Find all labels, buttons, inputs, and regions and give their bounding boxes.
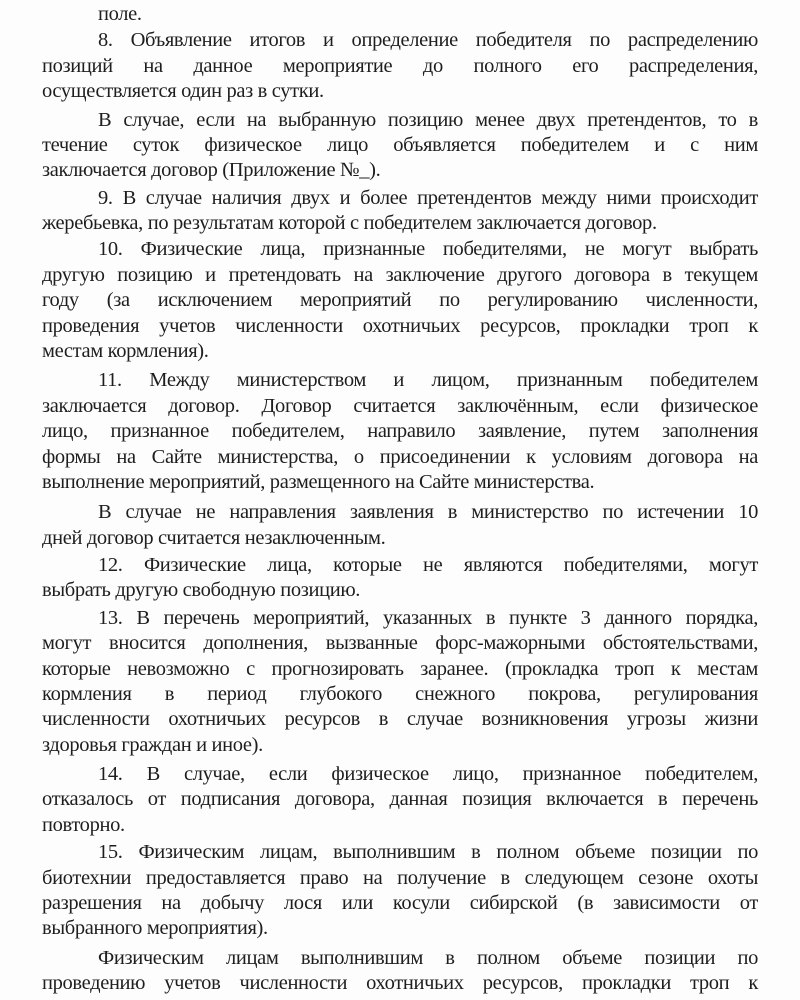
paragraph-10-line: проведения учетов численности охотничьих ресурсов, прокладки троп к bbox=[42, 314, 758, 337]
paragraph-8-line: позиций на данное мероприятие до полного его распределения, bbox=[42, 54, 758, 77]
paragraph-8b-line: В случае, если на выбранную позицию менее двух претендентов, то в bbox=[98, 108, 758, 131]
paragraph-9-line: 9. В случае наличия двух и более претендентов между ними происходит bbox=[98, 186, 758, 209]
paragraph-15b-line: проведению учетов численности охотничьих ресурсов, прокладки троп к bbox=[42, 972, 758, 994]
paragraph-8b-line: заключается договор (Приложение №_). bbox=[42, 159, 381, 182]
paragraph-10-line: 10. Физические лица, признанные победителями, не могут выбрать bbox=[98, 238, 758, 261]
paragraph-15-line: 15. Физическим лицам, выполнившим в полном объеме позиции по bbox=[98, 841, 758, 864]
paragraph-12-line: выбрать другую свободную позицию. bbox=[42, 579, 361, 602]
paragraph-11-line: лицо, признанное победителем, направило заявление, путем заполнения bbox=[42, 420, 758, 443]
paragraph-13-line: здоровья граждан и иное). bbox=[42, 733, 263, 756]
paragraph-11b-line: дней договор считается незаключенным. bbox=[42, 526, 386, 549]
paragraph-9-line: жеребьевка, по результатам которой с победителем заключается договор. bbox=[42, 212, 657, 235]
paragraph-8b-line: течение суток физическое лицо объявляется победителем и с ним bbox=[42, 133, 758, 156]
paragraph-14-line: повторно. bbox=[42, 813, 125, 836]
paragraph-13-line: 13. В перечень мероприятий, указанных в пункте 3 данного порядка, bbox=[98, 606, 758, 629]
paragraph-13-line: могут вносится дополнения, вызванные форс-мажорными обстоятельствами, bbox=[42, 632, 758, 654]
paragraph-10-line: другую позицию и претендовать на заключение другого договора в текущем bbox=[42, 263, 758, 286]
paragraph-15b-line: Физическим лицам выполнившим в полном объеме позиции по bbox=[98, 946, 758, 969]
paragraph-13-line: которые невозможно с прогнозировать заранее. (прокладка троп к местам bbox=[42, 657, 758, 680]
paragraph-11-line: заключается договор. Договор считается заключённым, если физическое bbox=[42, 394, 758, 417]
paragraph-7-tail-line: поле. bbox=[98, 3, 142, 25]
paragraph-13-line: кормления в период глубокого снежного покрова, регулирования bbox=[42, 682, 758, 705]
paragraph-8-line: 8. Объявление итогов и определение победителя по распределению bbox=[98, 29, 758, 52]
paragraph-12-line: 12. Физические лица, которые не являются победителями, могут bbox=[98, 553, 758, 576]
paragraph-14-line: отказалось от подписания договора, данная позиция включается в перечень bbox=[42, 788, 758, 811]
paragraph-10-line: местам кормления). bbox=[42, 340, 209, 363]
paragraph-15-line: разрешения на добычу лося или косули сибирской (в зависимости от bbox=[42, 892, 758, 914]
paragraph-11b-line: В случае не направления заявления в министерство по истечении 10 bbox=[98, 501, 758, 524]
paragraph-11-line: формы на Сайте министерства, о присоединении к условиям договора на bbox=[42, 445, 758, 468]
paragraph-10-line: году (за исключением мероприятий по регулированию численности, bbox=[42, 289, 758, 312]
paragraph-15-line: биотехнии предоставляется право на получение в следующем сезоне охоты bbox=[42, 866, 758, 889]
paragraph-14-line: 14. В случае, если физическое лицо, признанное победителем, bbox=[98, 762, 758, 785]
paragraph-11-line: 11. Между министерством и лицом, признанным победителем bbox=[98, 369, 758, 392]
paragraph-8-line: осуществляется один раз в сутки. bbox=[42, 80, 324, 103]
paragraph-11-line: выполнение мероприятий, размещенного на Сайте министерства. bbox=[42, 471, 595, 493]
paragraph-15-line: выбранного мероприятия). bbox=[42, 917, 268, 940]
paragraph-13-line: численности охотничьих ресурсов в случае возникновения угрозы жизни bbox=[42, 708, 758, 731]
